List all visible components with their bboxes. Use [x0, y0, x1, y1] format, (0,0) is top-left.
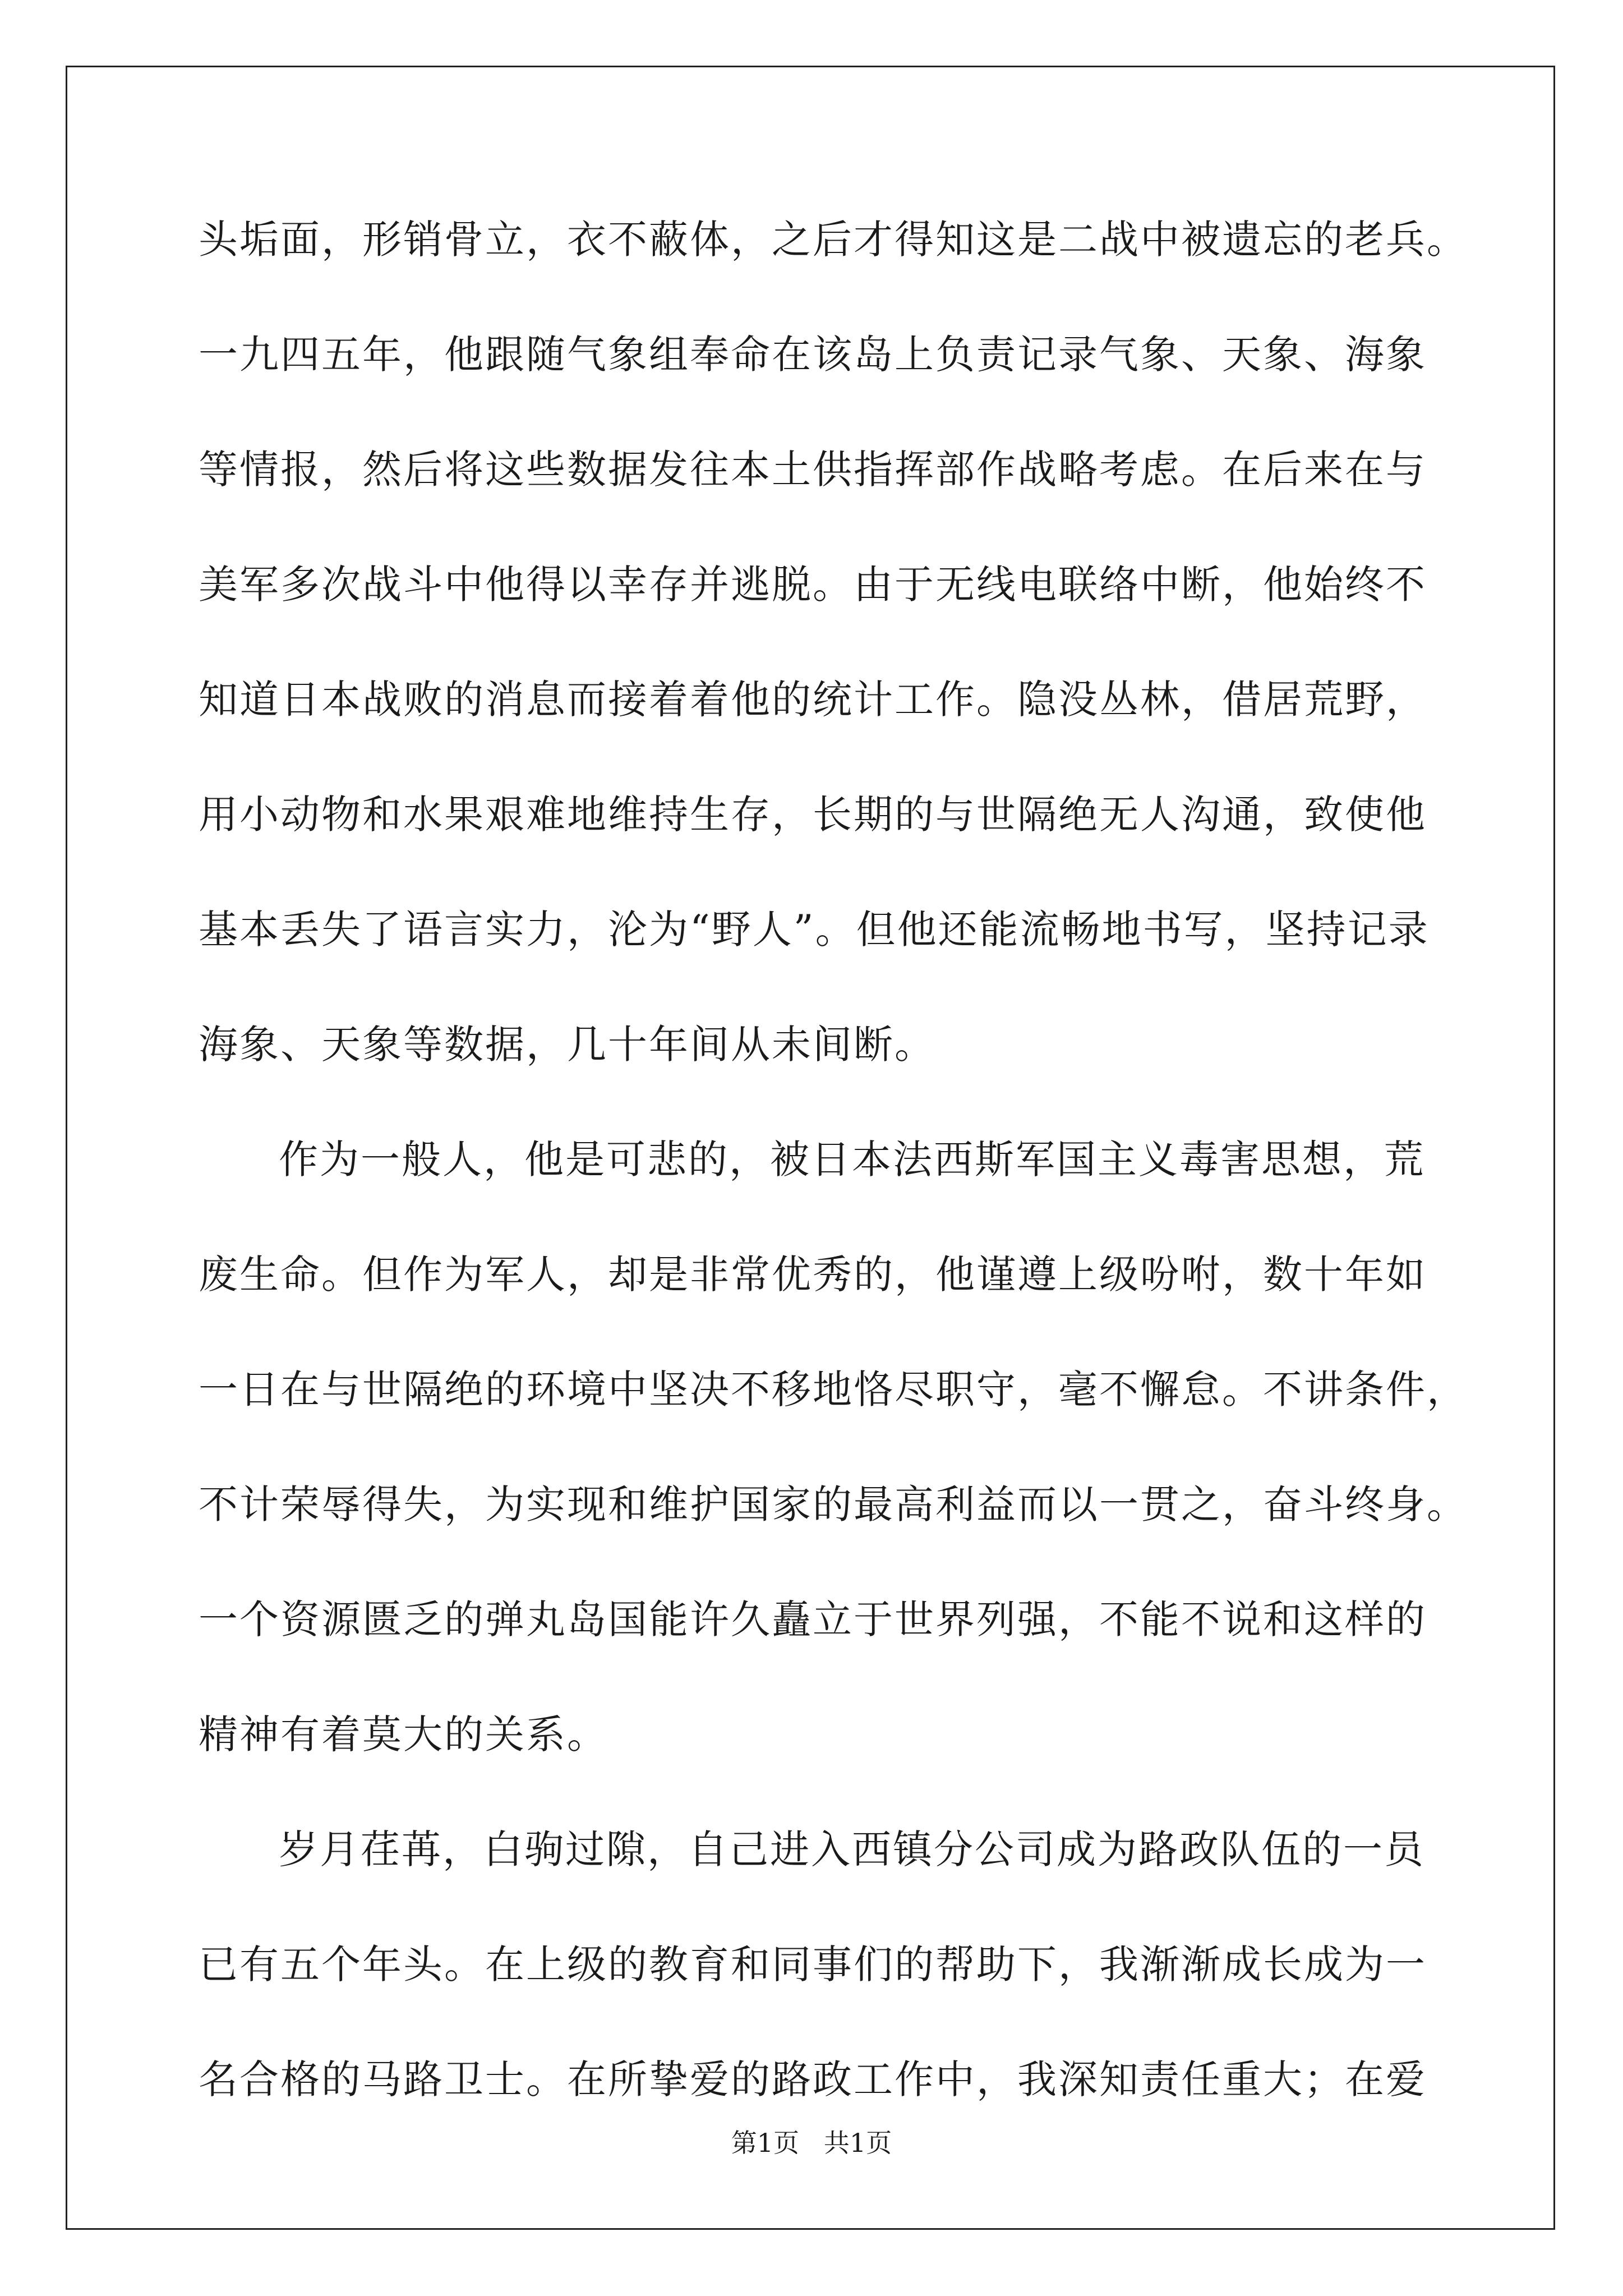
text-line: 精神有着莫大的关系。: [199, 1711, 608, 1757]
text-line: 头垢面，形销骨立，衣不蔽体，之后才得知这是二战中被遗忘的老兵。: [199, 217, 1468, 263]
text-line: 废生命。但作为军人，却是非常优秀的，他谨遵上级吩咐，数十年如: [199, 1251, 1427, 1297]
text-line: 不计荣辱得失，为实现和维护国家的最高利益而以一贯之，奋斗终身。: [199, 1481, 1468, 1527]
text-line: 一日在与世隔绝的环境中坚决不移地恪尽职守，毫不懈怠。不讲条件，: [199, 1366, 1468, 1412]
text-line: 名合格的马路卫士。在所挚爱的路政工作中，我深知责任重大；在爱: [199, 2056, 1427, 2102]
text-line: 一九四五年，他跟随气象组奉命在该岛上负责记录气象、天象、海象: [199, 332, 1427, 378]
text-line: 一个资源匮乏的弹丸岛国能许久矗立于世界列强，不能不说和这样的: [199, 1596, 1427, 1642]
text-line: 等情报，然后将这些数据发往本土供指挥部作战略考虑。在后来在与: [199, 447, 1427, 493]
text-line: 知道日本战败的消息而接着着他的统计工作。隐没丛林，借居荒野，: [199, 677, 1427, 723]
paragraph-start-line: 作为一般人，他是可悲的，被日本法西斯军国主义毒害思想，荒: [279, 1137, 1425, 1182]
text-line: 美军多次战斗中他得以幸存并逃脱。由于无线电联络中断，他始终不: [199, 562, 1427, 608]
paragraph-start-line: 岁月荏苒，白驹过隙，自己进入西镇分公司成为路政队伍的一员: [279, 1826, 1425, 1872]
page-footer: 第1页 共1页: [731, 2128, 892, 2158]
text-line: 用小动物和水果艰难地维持生存，长期的与世隔绝无人沟通，致使他: [199, 792, 1427, 838]
text-line: 海象、天象等数据，几十年间从未间断。: [199, 1022, 935, 1068]
text-line: 已有五个年头。在上级的教育和同事们的帮助下，我渐渐成长成为一: [199, 1941, 1427, 1987]
text-line: 基本丢失了语言实力，沦为“野人”。但他还能流畅地书写，坚持记录: [199, 907, 1430, 953]
